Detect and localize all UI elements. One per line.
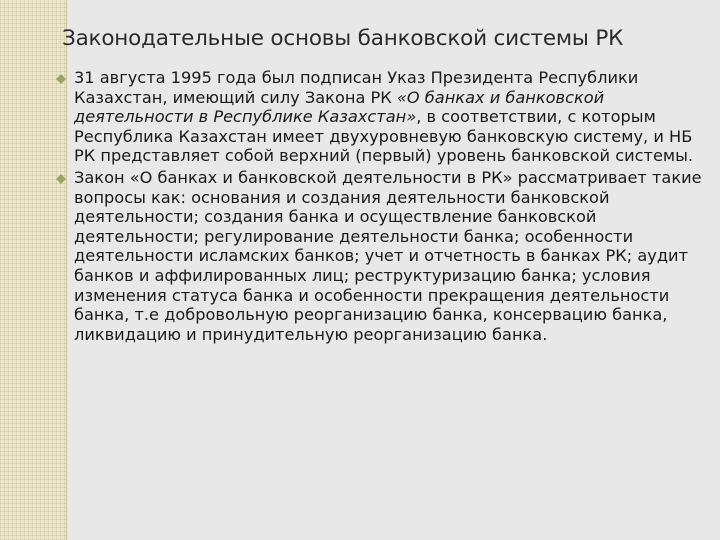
bullet-item-2 [74, 168, 704, 344]
bullet-1-text-part2: , в соответствии, с которым Республика Казахстан имеет двухуровневую банковскую систему, и НБ РК представляет собой верхний (первый) уровень банковской системы. [74, 107, 694, 166]
left-band-edge [66, 0, 67, 540]
bullet-diamond-icon [56, 74, 66, 79]
bullet-item-1 [74, 68, 704, 166]
slide-content [74, 68, 704, 346]
slide-title: Законодательные основы банковской системы РК [62, 26, 624, 51]
bullet-2-text: Закон «О банках и банковской деятельности в РК» рассматривает такие вопросы как: основания и создания деятельности банковской деятельности; создания банка и осуществление банковской деятельности; регулирование деятельности банка; особенности деятельности исламских банков; учет и отчетность в банках РК; аудит банков и аффилированных лиц; реструктуризацию банка; условия изменения статуса банка и особенности прекращения деятельности банка, т.е добровольную реорганизацию банка, консервацию банка, ликвидацию и принудительную реорганизацию банка. [74, 167, 702, 344]
bullet-1-law-title: «О банках и банковской деятельности в Республике Казахстан» [74, 87, 605, 127]
bullet-diamond-icon [56, 174, 66, 179]
bullet-1-text-part1: 31 августа 1995 года был подписан Указ Президента Республики Казахстан, имеющий силу Закона РК [74, 68, 639, 107]
